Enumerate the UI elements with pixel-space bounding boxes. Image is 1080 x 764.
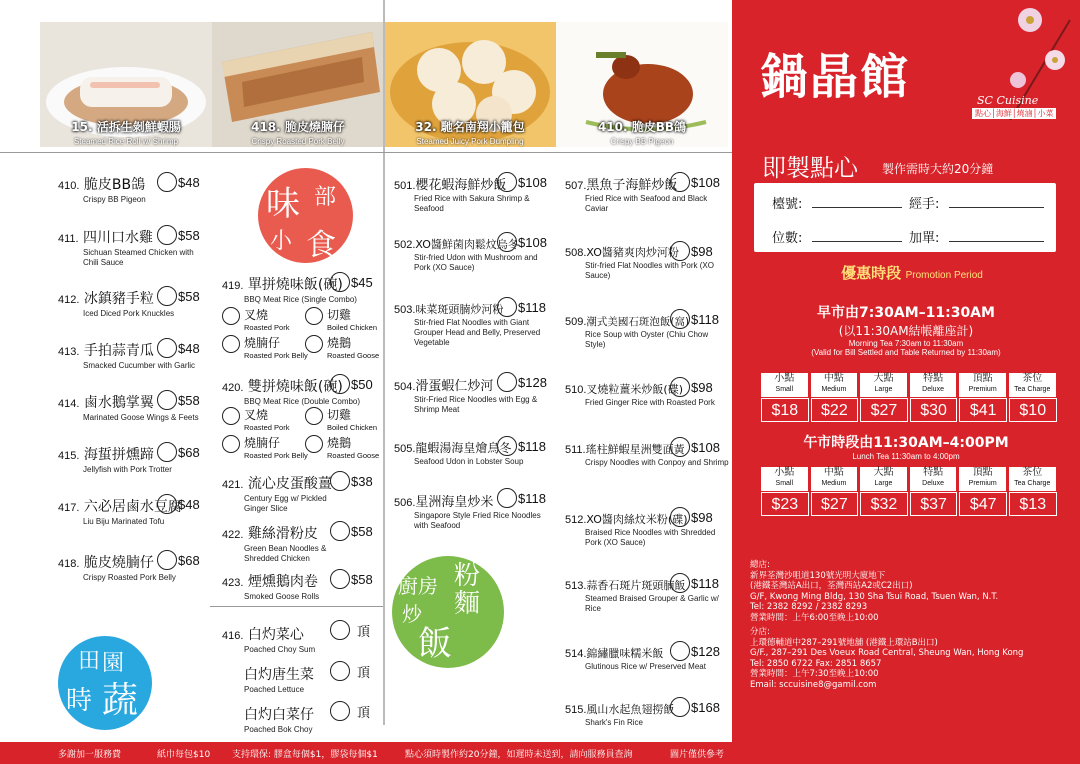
- logo-tags: 點心│海鮮│燒滷│小菜: [972, 108, 1056, 119]
- photo-pigeon: [556, 22, 728, 147]
- menu-item-507: 507.黑魚子海鮮炒飯 Fried Rice with Seafood and Black Caviar: [565, 178, 708, 213]
- checkbox-circle[interactable]: [497, 488, 517, 508]
- order-heading: 即製點心: [762, 154, 858, 182]
- menu-item-413: 413. 手拍蒜青瓜 Smacked Cucumber with Garlic: [58, 343, 196, 370]
- footer-dimsum-notice: 點心須時製作約20分鐘，如遲時未送到，請向服務員查詢: [405, 749, 633, 760]
- price-421: $38: [330, 471, 373, 491]
- price-415: $68: [157, 442, 200, 462]
- checkbox-circle[interactable]: [330, 374, 350, 394]
- price-411: $58: [157, 225, 200, 245]
- photo-caption-cn: 418. 脆皮燒腩仔: [251, 120, 345, 134]
- menu-item-416: 416. 白灼菜心 Poached Choy Sum: [222, 627, 316, 654]
- table-label: 檯號:: [772, 197, 803, 212]
- price-419: $45: [330, 272, 373, 292]
- checkbox-circle[interactable]: [497, 436, 517, 456]
- checkbox-circle[interactable]: [670, 573, 690, 593]
- option-boiled-chicken[interactable]: 切雞 Boiled Chicken: [305, 406, 377, 432]
- menu-item-503: 503.味菜斑頭腩炒河粉 Stir-fried Flat Noodles with Giant Grouper Head and Belly, Preserved Vegetable: [394, 303, 541, 347]
- menu-item-421: 421. 流心皮蛋酸薑 Century Egg w/ Pickled Ginger Slice: [222, 476, 332, 513]
- checkbox-circle[interactable]: [497, 172, 517, 192]
- menu-item-418: 418. 脆皮燒腩仔 Crispy Roasted Pork Belly: [58, 555, 176, 582]
- photo-caption-en: Steamed Rice Roll w/ Shrimp: [73, 137, 179, 146]
- option-roasted-goose[interactable]: 燒鵝 Roasted Goose: [305, 434, 379, 460]
- promotion-heading: 優惠時段 Promotion Period: [841, 264, 983, 282]
- price-418: $68: [157, 550, 200, 570]
- add-order-field[interactable]: [949, 241, 1044, 242]
- checkbox-circle[interactable]: [497, 297, 517, 317]
- price-505: $118: [497, 436, 546, 456]
- photo-rice-roll: [40, 22, 212, 147]
- option-roasted-pork[interactable]: 叉燒 Roasted Pork: [222, 306, 289, 332]
- menu-item-515: 515.風山水起魚翅撈飯 Shark's Fin Rice: [565, 703, 675, 727]
- menu-item-508: 508.XO醬豬爽肉炒河粉 Stir-fried Flat Noodles with Pork (XO Sauce): [565, 246, 714, 280]
- checkbox-circle[interactable]: [330, 272, 350, 292]
- price-501: $108: [497, 172, 547, 192]
- price-412: $58: [157, 286, 200, 306]
- checkbox-circle[interactable]: [497, 372, 517, 392]
- logo-subtitle: SC Cuisine: [977, 94, 1039, 107]
- checkbox-circle[interactable]: [670, 697, 690, 717]
- footer-image-disclaimer: 圖片僅供參考: [670, 749, 725, 760]
- add-order-label: 加單:: [909, 231, 940, 246]
- menu-item-423: 423. 煙燻鵝肉卷 Smoked Goose Rolls: [222, 574, 320, 601]
- price-506: $118: [497, 488, 546, 508]
- menu-item-412: 412. 冰鎮豬手粒 Iced Diced Pork Knuckles: [58, 291, 175, 318]
- morning-price-table: 小點 Small $18 中點 Medium $22 大點 Large $27 特點 Deluxe $30 頂點 Premium $41 茶位 Tea Charge $10: [760, 372, 1058, 423]
- option-roasted-pork-belly[interactable]: 燒腩仔 Roasted Pork Belly: [222, 334, 308, 360]
- price-509: $118: [670, 309, 719, 329]
- menu-item-504: 504.滑蛋蝦仁炒河 Stir-Fried Rice Noodles with Egg & Shrimp Meat: [394, 379, 538, 414]
- price-416: 頂: [330, 620, 370, 640]
- photo-caption-cn: 410. 脆皮BB鴿: [597, 120, 687, 134]
- photo-caption-en: Crispy BB Pigeon: [610, 137, 674, 146]
- option-roasted-pork[interactable]: 叉燒 Roasted Pork: [222, 406, 289, 432]
- checkbox-circle[interactable]: [157, 494, 177, 514]
- menu-item-514: 514.錦繡臘味糯米飯 Glutinous Rice w/ Preserved Meat: [565, 647, 706, 671]
- seats-label: 位數:: [772, 231, 803, 246]
- checkbox-circle[interactable]: [157, 550, 177, 570]
- menu-item-410: 410. 脆皮BB鴿 Crispy BB Pigeon: [58, 177, 146, 204]
- address-block: 總店: 新界荃灣沙咀道130號光明大廈地下 (港鐵荃灣站A出口，荃灣西站A2或C2出口) G/F, Kwong Ming Bldg, 130 Sha Tsui Road, Tsuen Wan, N.T. Tel: 2382 8292 / 2382 8293 營業時間：上午6:00至晚上10:00 分店: 上環德輔道中287–291號地舖 (港鐵上環站B出口) G/F., 287–291 Des Voeux Road Central, Sheung Wan, Hong Kong Tel: 2850 6722 Fax: 2851 8657 營業時間：上午7:30至晚上10:00 Email: sccuisine8@gamil.com: [750, 560, 1070, 690]
- checkbox-circle[interactable]: [670, 507, 690, 527]
- restaurant-logo: 鍋晶館: [760, 49, 911, 105]
- price-413: $48: [157, 338, 200, 358]
- checkbox-circle[interactable]: [157, 390, 177, 410]
- menu-item-501: 501.櫻花蝦海鮮炒飯 Fried Rice with Sakura Shrimp & Seafood: [394, 178, 530, 213]
- email-text: Email: sccuisine8@gamil.com: [750, 679, 877, 690]
- lunch-period: 午市時段由11:30AM–4:00PM Lunch Tea 11:30am to 4:00pm: [803, 435, 1009, 461]
- menu-item-414: 414. 鹵水鵝掌翼 Marinated Goose Wings & Feets: [58, 395, 199, 422]
- menu-item-419: 419. 單拼燒味飯(碗) BBQ Meat Rice (Single Combo): [222, 277, 357, 304]
- column-divider: [383, 0, 385, 725]
- checkbox-circle[interactable]: [330, 701, 350, 721]
- checkbox-circle[interactable]: [157, 442, 177, 462]
- option-boiled-chicken[interactable]: 切雞 Boiled Chicken: [305, 306, 377, 332]
- price-514: $128: [670, 641, 720, 661]
- footer-eco-fee: 支持環保: 膠盒每個$1，膠袋每個$1: [232, 749, 378, 760]
- price-504: $128: [497, 372, 547, 392]
- lunch-price-table: 小點 Small $23 中點 Medium $27 大點 Large $32 特點 Deluxe $37 頂點 Premium $47 茶位 Tea Charge $13: [760, 466, 1058, 517]
- order-form: [754, 183, 1056, 252]
- price-poached-lettuce: 頂: [330, 661, 370, 681]
- checkbox-circle[interactable]: [670, 172, 690, 192]
- rice-noodle-section-badge: 廚房 炒 飯 粉麵: [392, 556, 504, 668]
- divider-line: [0, 152, 732, 153]
- menu-item-415: 415. 海蜇拼燻蹄 Jellyfish with Pork Trotter: [58, 447, 172, 474]
- footer-service-charge: 多謝加一服務費: [58, 749, 122, 760]
- menu-item-512: 512.XO醬肉絲炆米粉(碟) Braised Rice Noodles with Shredded Pork (XO Sauce): [565, 513, 716, 547]
- menu-item-509: 509.潮式美國石斑泡飯(窩) Rice Soup with Oyster (Chiu Chow Style): [565, 316, 709, 349]
- option-roasted-goose[interactable]: 燒鵝 Roasted Goose: [305, 334, 379, 360]
- checkbox-circle[interactable]: [157, 172, 177, 192]
- morning-period: 早市由7:30AM–11:30AM (以11:30AM結帳離座計) Morning Tea 7:30am to 11:30am (Valid for Bill Settled and Table Returned by 11:30am): [811, 305, 1001, 357]
- price-410: $48: [157, 172, 200, 192]
- photo-dumpling: [384, 22, 556, 147]
- menu-item-411: 411. 四川口水雞 Sichuan Steamed Chicken with Chili Sauce: [58, 230, 194, 267]
- menu-item-513: 513.蒜香石斑片斑頭腩飯 Steamed Braised Grouper & Garlic w/ Rice: [565, 579, 719, 613]
- checkbox-circle[interactable]: [330, 471, 350, 491]
- checkbox-circle[interactable]: [330, 661, 350, 681]
- menu-item-511: 511.瑤柱鮮蝦星洲雙面黃 Crispy Noodles with Conpoy and Shrimp: [565, 443, 729, 467]
- photo-caption-cn: 15. 活拆生剝鮮蝦腸: [71, 120, 181, 134]
- price-422: $58: [330, 521, 373, 541]
- photo-caption-cn: 32. 馳名南翔小籠包: [415, 120, 525, 134]
- checkbox-circle[interactable]: [330, 569, 350, 589]
- checkbox-circle[interactable]: [670, 309, 690, 329]
- price-503: $118: [497, 297, 546, 317]
- checkbox-circle[interactable]: [497, 232, 517, 252]
- menu-item-510: 510.叉燒粒薑米炒飯(碟) Fried Ginger Rice with Roasted Pork: [565, 383, 715, 407]
- footer-notice-bar: [0, 742, 732, 764]
- photo-caption-en: Steamed Juicy Pork Dumpling: [416, 137, 524, 146]
- checkbox-circle[interactable]: [330, 521, 350, 541]
- price-414: $58: [157, 390, 200, 410]
- photo-strip: [40, 22, 730, 147]
- checkbox-circle[interactable]: [670, 641, 690, 661]
- price-513: $118: [670, 573, 719, 593]
- price-507: $108: [670, 172, 720, 192]
- option-roasted-pork-belly[interactable]: 燒腩仔 Roasted Pork Belly: [222, 434, 308, 460]
- price-515: $168: [670, 697, 720, 717]
- price-511: $108: [670, 437, 720, 457]
- menu-item-poached-bok-choy: 白灼白菜仔 Poached Bok Choy: [244, 707, 314, 734]
- price-502: $108: [497, 232, 547, 252]
- price-420: $50: [330, 374, 373, 394]
- photo-caption-en: Crispy Roasted Pork Belly: [251, 137, 345, 146]
- price-510: $98: [670, 377, 713, 397]
- checkbox-circle[interactable]: [157, 286, 177, 306]
- menu-item-502: 502.XO醬鮮菌肉鬆炆烏冬 Stir-fried Udon with Mushroom and Pork (XO Sauce): [394, 238, 538, 272]
- checkbox-circle[interactable]: [670, 241, 690, 261]
- checkbox-circle[interactable]: [670, 437, 690, 457]
- menu-item-poached-lettuce: 白灼唐生菜 Poached Lettuce: [244, 667, 314, 694]
- snack-section-badge: 味 部 小 食: [258, 168, 353, 263]
- photo-pork-belly: [212, 22, 384, 147]
- menu-item-420: 420. 雙拼燒味飯(碗) BBQ Meat Rice (Double Combo): [222, 379, 361, 406]
- checkbox-circle[interactable]: [157, 338, 177, 358]
- veg-section-badge: 田 園 時 蔬: [58, 636, 152, 730]
- footer-tissue-fee: 紙巾每包$10: [157, 749, 211, 760]
- staff-label: 經手:: [909, 197, 940, 212]
- price-417: $48: [157, 494, 200, 514]
- price-508: $98: [670, 241, 713, 261]
- order-right-panel: [732, 0, 1080, 764]
- price-poached-bok-choy: 頂: [330, 701, 370, 721]
- checkbox-circle[interactable]: [670, 377, 690, 397]
- menu-item-422: 422. 雞絲滑粉皮 Green Bean Noodles & Shredded Chicken: [222, 526, 327, 563]
- table-field[interactable]: [812, 207, 902, 208]
- menu-item-417: 417. 六必居鹵水豆腐 Liu Biju Marinated Tofu: [58, 499, 182, 526]
- order-note: 製作需時大約20分鐘: [882, 162, 994, 176]
- seats-field[interactable]: [812, 241, 902, 242]
- checkbox-circle[interactable]: [330, 620, 350, 640]
- checkbox-circle[interactable]: [157, 225, 177, 245]
- menu-item-505: 505.龍蝦湯海皇燴烏冬 Seafood Udon in Lobster Soup: [394, 441, 524, 466]
- price-512: $98: [670, 507, 713, 527]
- price-423: $58: [330, 569, 373, 589]
- staff-field[interactable]: [949, 207, 1044, 208]
- divider-line: [210, 606, 383, 607]
- menu-item-506: 506.星洲海皇炒米 Singapore Style Fried Rice Noodles with Seafood: [394, 495, 541, 530]
